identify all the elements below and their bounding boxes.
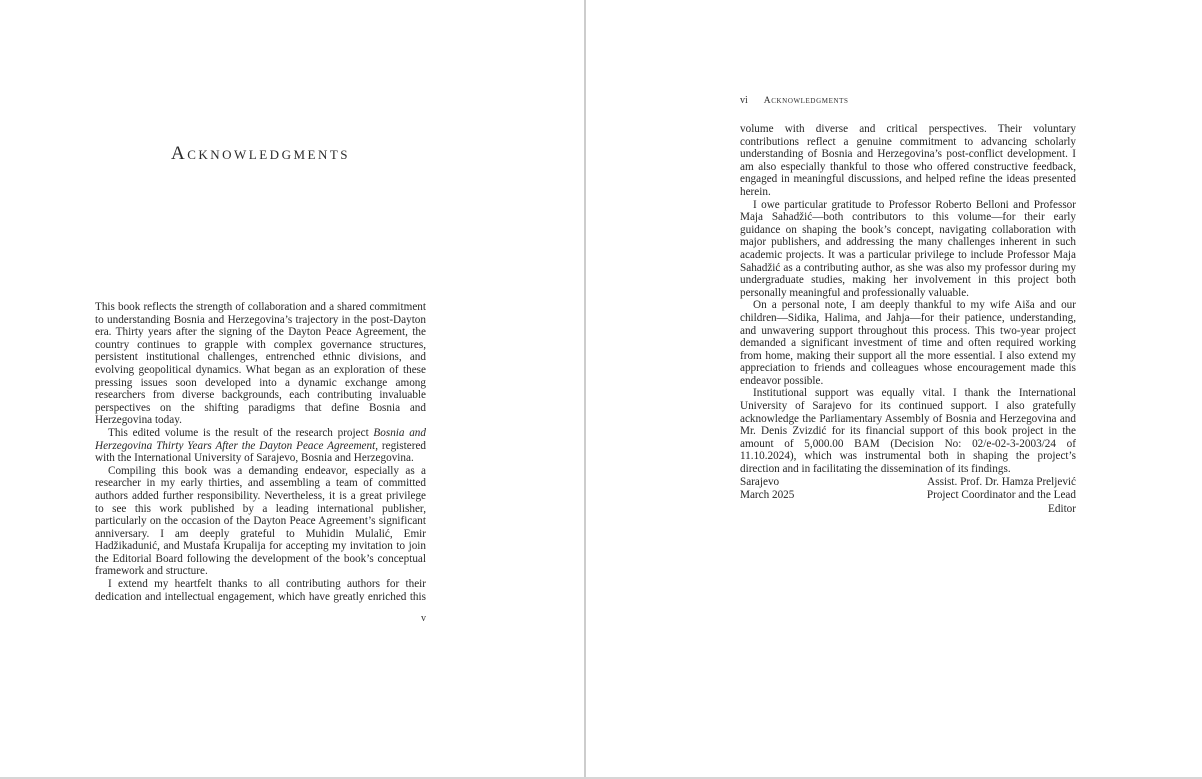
paragraph [95,427,426,465]
signature-name: Assist. Prof. Dr. Hamza Preljević [927,476,1076,488]
signature-name-role [927,476,1076,516]
italic-project-title: Bosnia and Herzegovina Thirty Years After the Dayton Peace Agreement [95,426,426,452]
signature-role: Project Coordinator and the Lead [926,489,1076,502]
paragraph: volume with diverse and critical perspectives. Their voluntary contributions reflect a genuine commitment to advancing scholarly understanding of Bosnia and Herzegovina’s post-conflict development. I am also especially thankful to those who offered constructive feedback, engaged in meaningful discussions, and helped refine the ideas presented herein. [740,123,1076,198]
signature-role: Editor [1048,502,1076,515]
left-page-body [95,301,426,603]
right-page-body [740,123,1076,476]
page-divider [584,0,586,779]
running-title: Acknowledgments [763,96,849,106]
paragraph: On a personal note, I am deeply thankful to my wife Aiša and our children—Sidika, Halima, and Jahja—for their patience, understanding, and unwavering support throughout this process. This two-year project demanded a significant investment of time and often required working from home, making their support all the more essential. I also extend my appreciation to friends and colleagues whose encouragement made this endeavor possible. [740,299,1076,387]
signature-block [740,476,1076,516]
paragraph: This book reflects the strength of collaboration and a shared commitment to understanding Bosnia and Herzegovina’s trajectory in the post-Dayton era. Thirty years after the signing of the Dayton Peace Agreement, the country continues to grapple with complex governance structures, persistent institutional challenges, entrenched ethnic divisions, and evolving geopolitical dynamics. What began as an exploration of these pressing issues soon developed into a dynamic exchange among researchers from diverse backgrounds, each contributing invaluable perspectives on the shifting paradigms that define Bosnia and Herzegovina today. [95,301,426,427]
paragraph: I owe particular gratitude to Professor Roberto Belloni and Professor Maja Sahadžić—both contributors to this volume—for their early guidance on shaping the book’s concept, navigating collaboration with major publishers, and addressing the many challenges inherent in such academic projects. It was a particular privilege to include Professor Maja Sahadžić as a contributing author, as she was also my professor during my undergraduate studies, making her involvement in this project both personally meaningful and professionally valuable. [740,198,1076,299]
signature-place-date [740,476,794,516]
paragraph-text: , registered with the International University of Sarajevo, Bosnia and Herzegovina. [95,439,427,465]
signature-date: March 2025 [740,489,795,502]
paragraph: Compiling this book was a demanding endeavor, especially as a researcher in my early thirties, and assembling a team of committed authors added further responsibility. Nevertheless, it is a great privilege to see this work published by a leading international publisher, particularly on the occasion of the Dayton Peace Agreement’s significant anniversary. I am deeply grateful to Muhidin Mulalić, Emir Hadžikadunić, and Mustafa Krupalija for accepting my invitation to join the Editorial Board following the development of the book’s conceptual framework and structure. [95,464,426,578]
page-number: vi [740,95,748,106]
page-number: v [421,613,426,624]
running-header [740,95,1076,106]
paragraph-text: This edited volume is the result of the research project [108,426,374,439]
paragraph: I extend my heartfelt thanks to all contributing authors for their dedication and intellectual engagement, which have greatly enriched this [95,578,426,603]
signature-place: Sarajevo [740,476,780,488]
page-title: Acknowledgments [170,143,351,164]
paragraph: Institutional support was equally vital. I thank the International University of Sarajevo for its continued support. I also gratefully acknowledge the Parliamentary Assembly of Bosnia and Herzegovina and Mr. Denis Zvizdić for its financial support of this book project in the amount of 5,000.00 BAM (Decision No: 02/e-02-3-2003/24 of 11.10.2024), which was instrumental both in shaping the project’s direction and in facilitating the dissemination of its findings. [740,387,1076,476]
